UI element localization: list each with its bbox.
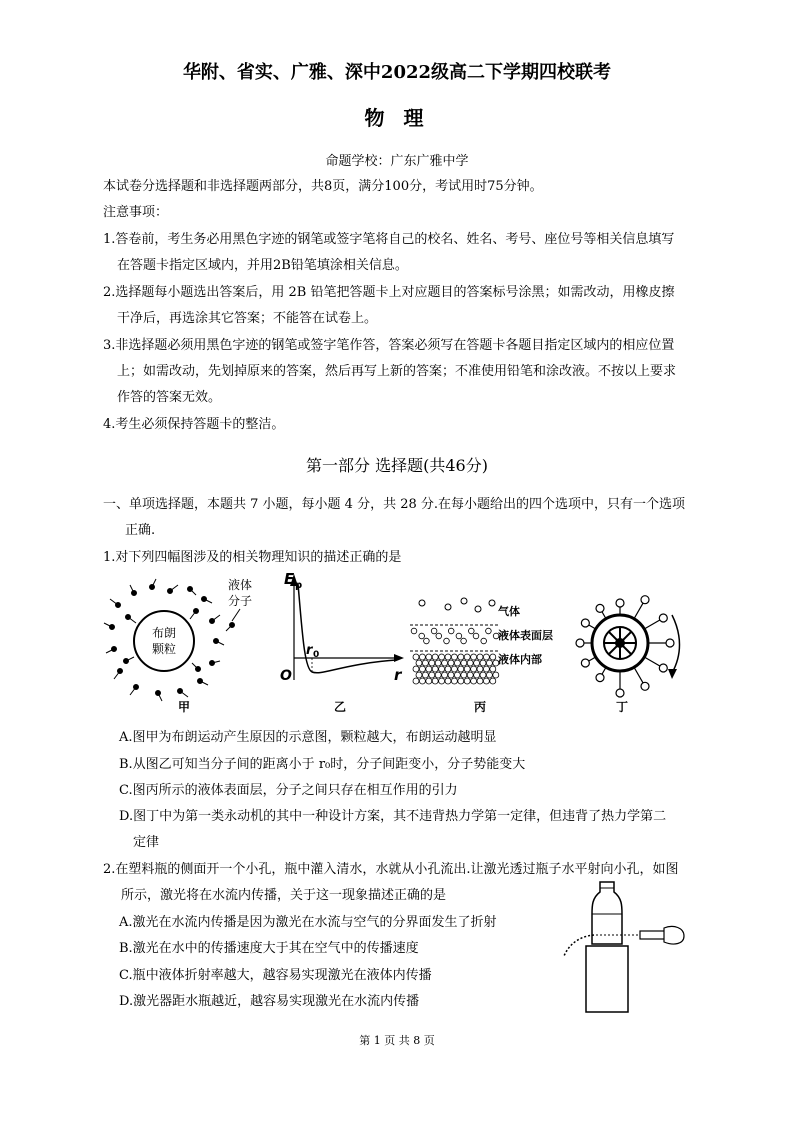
q2-option-d: D.激光器距水瓶越近，越容易实现激光在水流内传播 — [119, 994, 420, 1009]
q1-option-d-line-1: D.图丁中为第一类永动机的其中一种设计方案，其不违背热力学第一定律，但违背了热力学第二 — [119, 809, 667, 824]
laser-pointer — [640, 931, 666, 939]
q2-option-a: A.激光在水流内传播是因为激光在水流与空气的分界面发生了折射 — [119, 915, 497, 930]
note-3-line-2: 上；如需改动，先划掉原来的答案，然后再写上新的答案；不准使用铅笔和涂改液。不按以上要求 — [117, 364, 677, 379]
note-3-line-1: 3.非选择题必须用黑色字迹的钢笔或签字笔作答，答案必须写在答题卡各题目指定区域内的相应位置 — [103, 338, 675, 353]
q1-option-a: A.图甲为布朗运动产生原因的示意图，颗粒越大，布朗运动越明显 — [119, 730, 497, 745]
q2-option-b: B.激光在水中的传播速度大于其在空气中的传播速度 — [119, 941, 419, 956]
figure-jia-caption: 甲 — [178, 700, 191, 714]
particle-label-1: 布朗 — [151, 626, 177, 640]
origin-label: O — [280, 668, 292, 684]
r0-label-sub: 0 — [313, 650, 320, 660]
q2-option-c: C.瓶中液体折射率越大，越容易实现激光在液体内传播 — [119, 968, 432, 983]
axis-label-ep-sub: p — [295, 580, 303, 591]
figure-bing-surface-layer — [408, 595, 556, 715]
axis-label-r: r — [394, 666, 402, 684]
note-1-line-1: 1.答卷前，考生务必用黑色字迹的钢笔或签字笔将自己的校名、姓名、考号、座位号等相关信息填写 — [103, 232, 675, 247]
brownian-particle — [134, 611, 194, 671]
inner-liquid-label: 液体内部 — [498, 653, 542, 666]
part1-instructions-line-1: 一、单项选择题，本题共 7 小题，每小题 4 分，共 28 分.在每小题给出的四个选项中，只有一个选项 — [103, 497, 686, 512]
note-2-line-2: 干净后，再选涂其它答案；不能答在试卷上。 — [117, 311, 378, 326]
note-3-line-3: 作答的答案无效。 — [117, 390, 222, 405]
q1-option-b: B.从图乙可知当分子间的距离小于 r₀时，分子间距变小，分子势能变大 — [119, 757, 526, 772]
liquid-label-1: 液体 — [228, 578, 253, 592]
figure-laser-bottle — [560, 878, 695, 1018]
gas-label: 气体 — [498, 605, 520, 618]
particle-label-2: 颗粒 — [151, 642, 177, 656]
axis-label-ep: E — [284, 570, 295, 588]
subject-title: 物 理 — [364, 106, 430, 130]
inner-molecules — [413, 654, 499, 684]
figure-yi-caption: 乙 — [334, 700, 347, 714]
section-heading: 第一部分 选择题(共46分) — [306, 456, 488, 475]
note-1-line-2: 在答题卡指定区域内，并用2B铅笔填涂相关信息。 — [117, 258, 408, 273]
q1-option-d-line-2: 定律 — [133, 835, 160, 850]
exam-title: 华附、省实、广雅、深中2022级高二下学期四校联考 — [182, 62, 612, 83]
exam-intro: 本试卷分选择题和非选择题两部分，共8页，满分100分，考试用时75分钟。 — [103, 179, 543, 194]
notes-heading: 注意事项： — [103, 205, 169, 220]
figure-jia-brownian — [100, 575, 265, 715]
note-2-line-1: 2.选择题每小题选出答案后，用 2B 铅笔把答题卡上对应题目的答案标号涂黑；如需改动，用橡皮擦 — [103, 285, 675, 300]
surface-molecules — [411, 628, 499, 644]
part1-instructions-line-2: 正确. — [125, 523, 156, 538]
setter-school: 命题学校：广东广雅中学 — [325, 154, 469, 169]
figure-bing-caption: 丙 — [474, 700, 487, 714]
figure-ding-caption: 丁 — [616, 700, 629, 714]
surface-layer-label: 液体表面层 — [498, 629, 553, 642]
q2-stem-line-2: 所示，激光将在水流内传播，关于这一现象描述正确的是 — [121, 888, 447, 903]
bottle-stand — [586, 946, 628, 1012]
q2-stem-line-1: 2.在塑料瓶的侧面开一个小孔，瓶中灌入清水，水就从小孔流出.让激光透过瓶子水平射向小孔，如图 — [103, 862, 679, 877]
note-4: 4.考生必须保持答题卡的整洁。 — [103, 417, 285, 432]
figure-yi-potential-curve — [272, 568, 407, 715]
q1-stem: 1.对下列四幅图涉及的相关物理知识的描述正确的是 — [103, 550, 402, 565]
q1-option-c: C.图丙所示的液体表面层，分子之间只存在相互作用的引力 — [119, 783, 458, 798]
gas-molecules — [419, 598, 495, 612]
hand — [664, 926, 684, 944]
liquid-label-2: 分子 — [228, 594, 253, 608]
r0-label: r — [306, 643, 313, 658]
figure-ding-perpetual-wheel — [560, 575, 690, 715]
page-footer: 第 1 页 共 8 页 — [359, 1034, 435, 1047]
